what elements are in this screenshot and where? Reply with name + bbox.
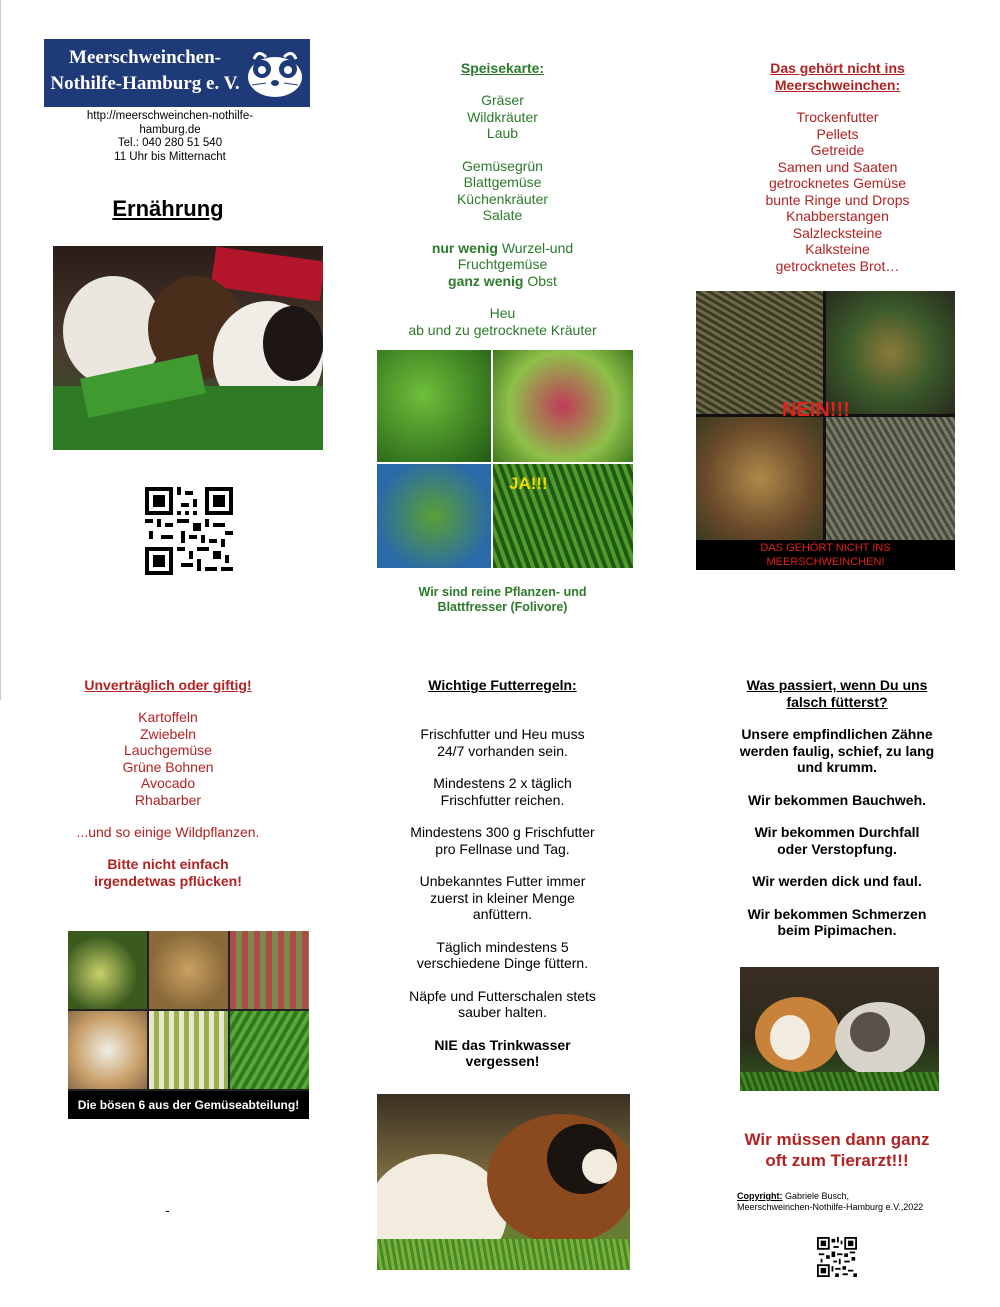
qr-code[interactable] [145, 487, 233, 575]
menu-heading: Speisekarte: [460, 60, 545, 76]
greens-collage [377, 350, 633, 568]
consequence-4: Wir werden dick und faul. [752, 873, 922, 889]
guinea-pigs-photo [53, 246, 323, 450]
rule-3: Mindestens 300 g Frischfutter pro Fellnase und Tag. [410, 824, 595, 857]
consequence-1: Unsere empfindlichen Zähne werden faulig, schief, zu lang und krumm. [739, 726, 935, 775]
pellets-collage [696, 291, 955, 570]
qr-code-small[interactable] [817, 1237, 857, 1277]
rules-section [375, 677, 630, 1070]
folivore-caption: Wir sind reine Pflanzen- und Blattfresser (Folivore) [418, 585, 587, 614]
guinea-pig-logo-icon [244, 45, 306, 101]
consequence-2: Wir bekommen Bauchweh. [747, 791, 927, 808]
menu-group-1: Gräser Wildkräuter Laub [467, 92, 538, 141]
not-allowed-list: Trockenfutter Pellets Getreide Samen und Saaten getrocknetes Gemüse bunte Ringe und Drops Knabberstangen Salzlecksteine Kalksteine getrocknetes Brot… [765, 109, 910, 274]
guinea-pigs-eating-photo [377, 1094, 630, 1270]
menu-section [370, 60, 635, 338]
page-edge [0, 0, 1, 700]
consequence-3: Wir bekommen Durchfall oder Verstopfung. [754, 824, 920, 857]
consequences-section [712, 677, 962, 939]
vegetables-collage [68, 931, 309, 1119]
not-allowed-banner: DAS GEHÖRT NICHT INS MEERSCHWEINCHEN! [696, 540, 955, 570]
rule-5: Täglich mindestens 5 verschiedene Dinge füttern. [416, 938, 589, 971]
rules-heading: Wichtige Futterregeln: [428, 677, 577, 693]
menu-group-4: Heu ab und zu getrocknete Kräuter [408, 305, 597, 338]
toxic-section [40, 677, 296, 889]
consequences-heading: Was passiert, wenn Du uns falsch fütterst? [746, 677, 928, 710]
dash: - [165, 1202, 170, 1218]
page-title: Ernährung [112, 196, 224, 221]
rule-1: Frischfutter und Heu muss 24/7 vorhanden sein. [420, 726, 585, 759]
warning: Bitte nicht einfach irgendetwas pflücken! [94, 856, 242, 889]
toxic-list: Kartoffeln Zwiebeln Lauchgemüse Grüne Bohnen Avocado Rhabarber [122, 709, 214, 808]
copyright: Copyright: Gabriele Busch, Meerschweinchen-Nothilfe-Hamburg e.V.,2022 [737, 1191, 924, 1212]
vet-warning: Wir müssen dann ganz oft zum Tierarzt!!! [744, 1130, 930, 1170]
rule-water: NIE das Trinkwasser vergessen! [434, 1036, 571, 1069]
rule-2: Mindestens 2 x täglich Frischfutter reichen. [433, 775, 572, 808]
wild-plants-note: ...und so einige Wildpflanzen. [76, 824, 260, 840]
not-allowed-heading: Das gehört nicht ins Meerschweinchen: [770, 60, 905, 93]
website-link-cont[interactable]: hamburg.de [139, 123, 201, 136]
contact-info [60, 110, 280, 164]
not-allowed-section [710, 60, 965, 274]
rule-6: Näpfe und Futterschalen stets sauber halten. [409, 987, 596, 1020]
logo-text: Meerschweinchen- Nothilfe-Hamburg e. V. [50, 47, 240, 94]
toxic-heading: Unverträglich oder giftig! [84, 677, 252, 693]
two-guinea-pigs-photo [740, 967, 939, 1091]
vegetables-caption: Die bösen 6 aus der Gemüseabteilung! [68, 1091, 309, 1119]
hours: 11 Uhr bis Mitternacht [114, 150, 226, 163]
phone: Tel.: 040 280 51 540 [117, 137, 223, 149]
logo [44, 39, 310, 107]
website-link[interactable]: http://meerschweinchen-nothilfe- [86, 110, 254, 122]
menu-group-2: Gemüsegrün Blattgemüse Küchenkräuter Salate [456, 157, 549, 223]
yes-label: JA!!! [509, 474, 548, 493]
rule-4: Unbekanntes Futter immer zuerst in kleiner Menge anfüttern. [419, 873, 586, 922]
no-label: NEIN!!! [782, 399, 850, 421]
menu-group-3: nur wenig Wurzel-und Fruchtgemüse ganz wenig Obst [431, 239, 574, 289]
consequence-5: Wir bekommen Schmerzen beim Pipimachen. [747, 905, 927, 938]
